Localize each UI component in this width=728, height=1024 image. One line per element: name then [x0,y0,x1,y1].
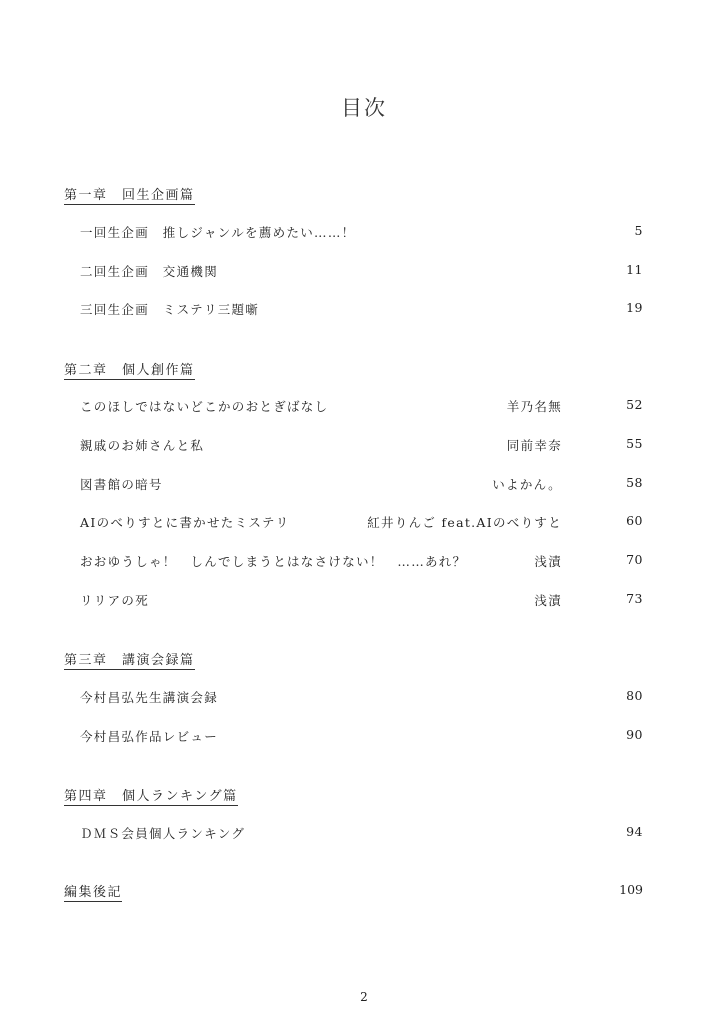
chapter-heading: 第一章 回生企画篇 [64,184,195,205]
page-number: 2 [360,990,368,1004]
toc-entry[interactable] [0,513,728,531]
entry-title: おおゆうしゃ！ しんでしまうとはなさけない！ ……あれ？ [80,554,467,569]
chapter-heading: 第二章 個人創作篇 [64,359,195,380]
entry-page: 11 [626,262,643,277]
toc-entry[interactable] [0,688,728,706]
entry-page: 70 [626,552,643,567]
entry-author: 浅漬 [534,554,562,569]
entry-page: 5 [634,223,643,238]
chapter-heading: 第三章 講演会録篇 [64,649,195,670]
entry-author: 同前幸奈 [506,438,562,453]
toc-entry[interactable] [0,397,728,415]
entry-title: 親戚のお姉さんと私 [80,438,205,453]
toc-entry[interactable] [0,591,728,609]
entry-page: 58 [626,475,643,490]
toc-entry[interactable] [0,300,728,318]
entry-page: 80 [626,688,643,703]
entry-page: 52 [626,397,643,412]
page-title: 目次 [341,96,387,120]
entry-title: 三回生企画 ミステリ三題噺 [80,302,260,317]
entry-title: AIのべりすとに書かせたミステリ [80,515,290,530]
afterword-heading[interactable]: 編集後記 [64,881,122,902]
entry-title: リリアの死 [80,593,150,608]
toc-entry[interactable] [0,223,728,241]
entry-title: 図書館の暗号 [80,477,163,492]
entry-page: 19 [626,300,643,315]
entry-page: 73 [626,591,643,606]
entry-title: 今村昌弘作品レビュー [80,729,219,744]
toc-entry[interactable] [0,727,728,745]
entry-page: 60 [626,513,643,528]
entry-page: 94 [626,824,643,839]
entry-page: 55 [626,436,643,451]
afterword-page: 109 [619,882,643,897]
toc-entry[interactable] [0,436,728,454]
toc-entry[interactable] [0,824,728,842]
entry-author: 紅井りんご feat.AIのべりすと [367,515,562,530]
entry-title: ＤＭＳ会員個人ランキング [80,826,246,841]
toc-entry[interactable] [0,475,728,493]
entry-author: 羊乃名無 [506,399,562,414]
entry-page: 90 [626,727,643,742]
toc-entry[interactable] [0,552,728,570]
entry-title: このほしではないどこかのおとぎばなし [80,399,329,414]
entry-author: 浅漬 [534,593,562,608]
entry-title: 二回生企画 交通機関 [80,264,219,279]
entry-title: 今村昌弘先生講演会録 [80,690,219,705]
entry-author: いよかん。 [492,477,562,492]
chapter-heading: 第四章 個人ランキング篇 [64,785,238,806]
entry-title: 一回生企画 推しジャンルを薦めたい……！ [80,225,356,240]
toc-entry[interactable] [0,262,728,280]
